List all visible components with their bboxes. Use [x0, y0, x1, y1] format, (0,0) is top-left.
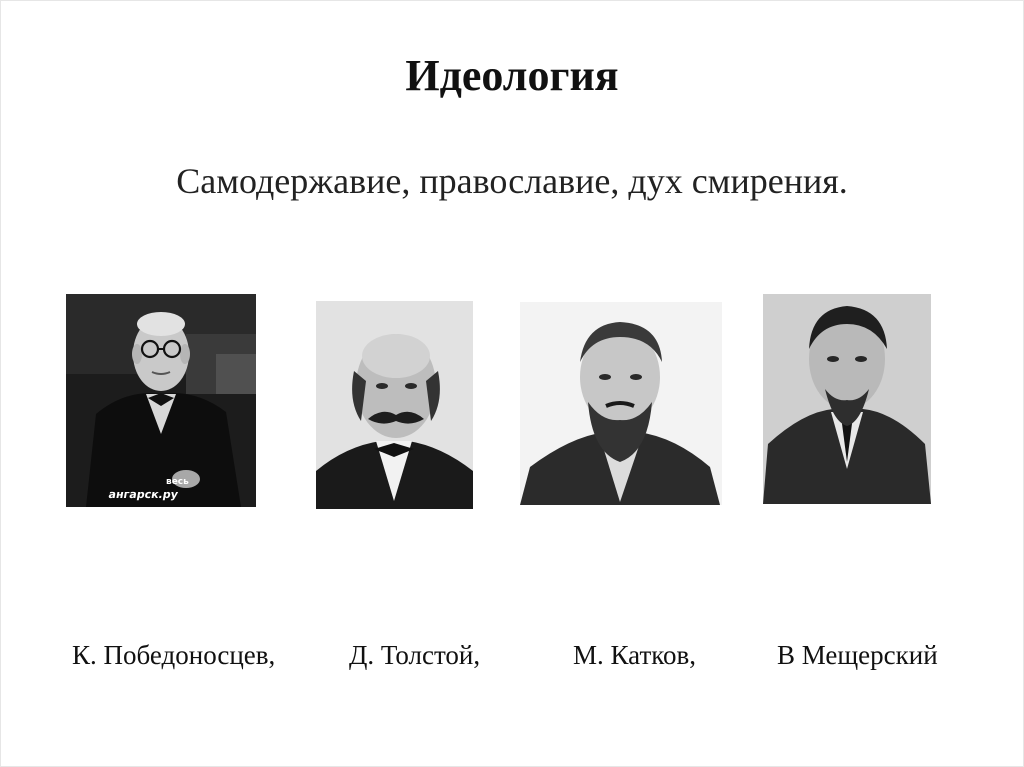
- slide-title: Идеология: [405, 51, 619, 100]
- portrait-katkov: [520, 302, 722, 505]
- portrait-tolstoy: [316, 301, 473, 509]
- slide-subtitle: Самодержавие, православие, дух смирения.: [176, 161, 848, 201]
- portrait-meshchersky: [763, 294, 931, 504]
- svg-text:ангарск.ру: ангарск.ру: [107, 488, 180, 501]
- portrait-pobedonostsev: [66, 294, 256, 507]
- caption-pobedonostsev: К. Победоносцев,: [72, 640, 276, 670]
- caption-meshchersky: В Мещерский: [777, 640, 938, 670]
- svg-text:весь: весь: [166, 477, 189, 487]
- caption-tolstoy: Д. Толстой,: [349, 640, 481, 670]
- caption-katkov: М. Катков,: [573, 640, 696, 670]
